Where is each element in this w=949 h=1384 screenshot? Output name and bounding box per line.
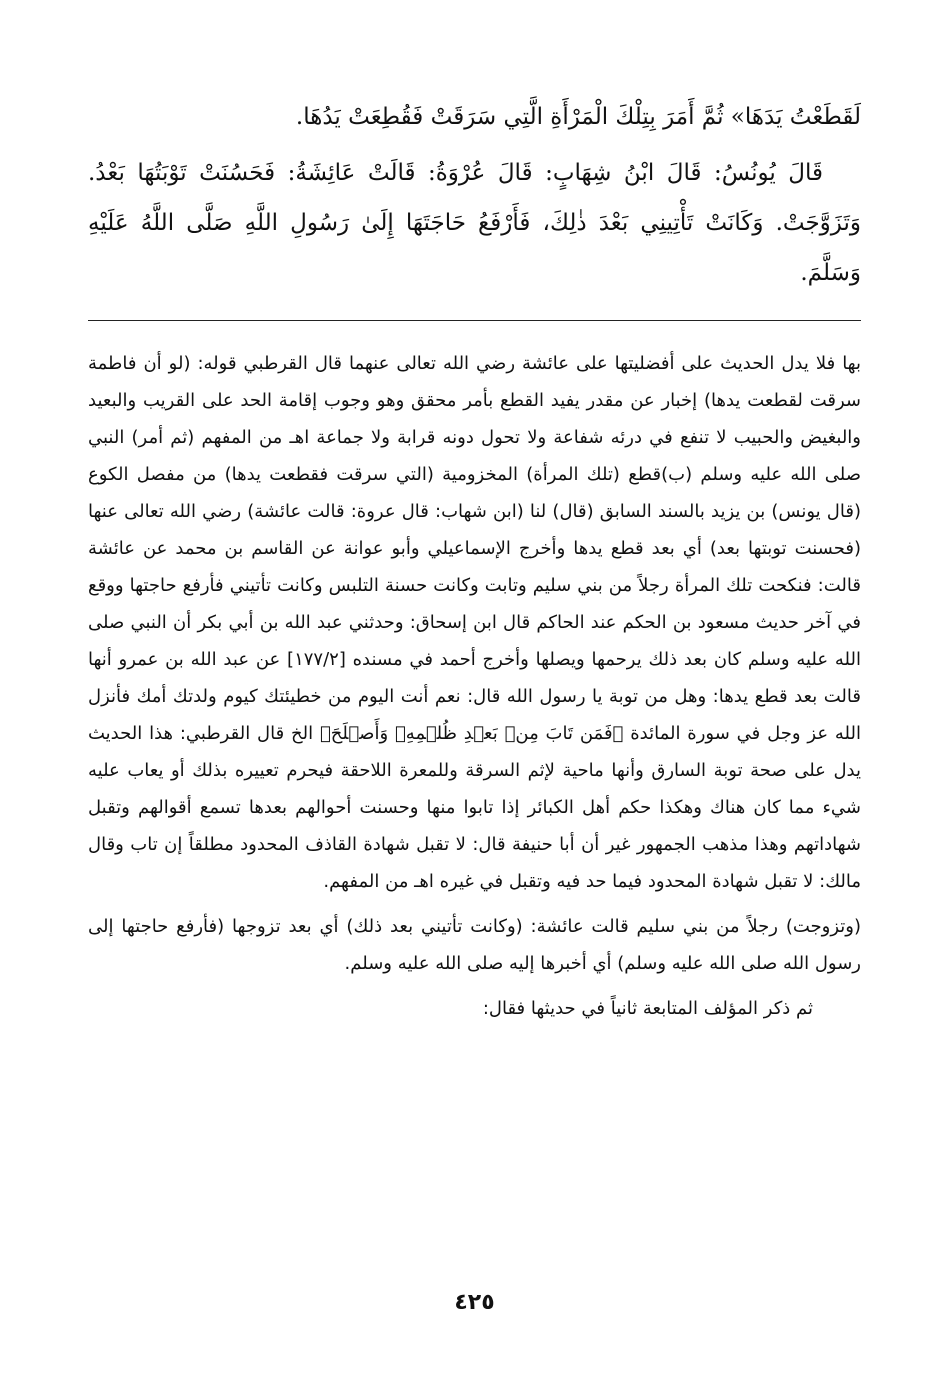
- hadith-paragraph-2: قَالَ يُونُسُ: قَالَ ابْنُ شِهَابٍ: قَالَ عُرْوَةُ: قَالَتْ عَائِشَةُ: فَحَسُنَتْ تَوْبَتُهَا بَعْدُ. وَتَزَوَّجَتْ. وَكَانَتْ تَأْتِينِي بَعْدَ ذٰلِكَ، فَأَرْفَعُ حَاجَتَهَا إِلَىٰ رَسُولِ اللَّهِ صَلَّى اللَّهُ عَلَيْهِ وَسَلَّمَ.: [88, 160, 861, 286]
- commentary-text: [88, 345, 861, 1027]
- page-number: ٤٢٥: [454, 1290, 495, 1315]
- commentary-paragraph-3: ثم ذكر المؤلف المتابعة ثانياً في حديثها فقال:: [482, 998, 813, 1019]
- footnote-divider: [88, 320, 861, 321]
- commentary-paragraph-2: (وتزوجت) رجلاً من بني سليم قالت عائشة: (وكانت تأتيني بعد ذلك) أي بعد تزوجها (فأرفع حاجتها إلى رسول الله صلى الله عليه وسلم) أي أخبرها إليه صلى الله عليه وسلم.: [88, 916, 861, 974]
- hadith-text: [88, 92, 861, 298]
- hadith-line-1: لَقَطَعْتُ يَدَهَا» ثُمَّ أَمَرَ بِتِلْكَ الْمَرْأَةِ الَّتِي سَرَقَتْ فَقُطِعَتْ يَدُهَا.: [295, 104, 861, 130]
- book-page: [88, 0, 861, 1384]
- commentary-paragraph-1: بها فلا يدل الحديث على أفضليتها على عائشة رضي الله تعالى عنهما قال القرطبي قوله: (لو أن فاطمة سرقت لقطعت يدها) إخبار عن مقدر يفيد القطع بأمر محقق وهو وجوب إقامة الحد على القريب والبعيد والبغيض والحبيب لا تنفع في درئه شفاعة ولا تحول دونه قرابة ولا جماعة اهـ من المفهم (ثم أمر) النبي صلى الله عليه وسلم (ب)قطع (تلك المرأة) المخزومية (التي سرقت فقطعت يدها) من مفصل الكوع (قال يونس) بن يزيد بالسند السابق (قال) لنا (ابن شهاب: قال عروة: قالت عائشة) رضي الله تعالى عنها (فحسنت توبتها بعد) أي بعد قطع يدها وأخرج الإسماعيلي وأبو عوانة عن القاسم بن محمد عن عائشة قالت: فنكحت تلك المرأة رجلاً من بني سليم وتابت وكانت حسنة التلبس وكانت تأتيني فأرفع حاجتها ووقع في آخر حديث مسعود بن الحكم عند الحاكم قال ابن إسحاق: وحدثني عبد الله بن أبي بكر أن النبي صلى الله عليه وسلم كان بعد ذلك يرحمها ويصلها وأخرج أحمد في مسنده [١٧٧/٢] عن عبد الله بن عمرو أنها قالت بعد قطع يدها: وهل من توبة يا رسول الله قال: نعم أنت اليوم من خطيئتك كيوم ولدتك أمك فأنزل الله عز وجل في سورة المائدة ﴿فَمَن تَابَ مِنۢ بَعۡدِ ظُلۡمِهِۦ وَأَصۡلَحَ﴾ الخ قال القرطبي: هذا الحديث يدل على صحة توبة السارق وأنها ماحية لإثم السرقة وللمعرة اللاحقة فيحرم تعييره بذلك أو يعاب عليه شيء مما كان هناك وهكذا حكم أهل الكبائر إذا تابوا منها وحسنت أحوالهم بعدها تسمع أقوالهم وتقبل شهاداتهم وهذا مذهب الجمهور غير أن أبا حنيفة قال: لا تقبل شهادة القاذف المحدود مطلقاً إن تاب وقال مالك: لا تقبل شهادة المحدود فيما حد فيه وتقبل في غيره اهـ من المفهم.: [88, 353, 861, 892]
